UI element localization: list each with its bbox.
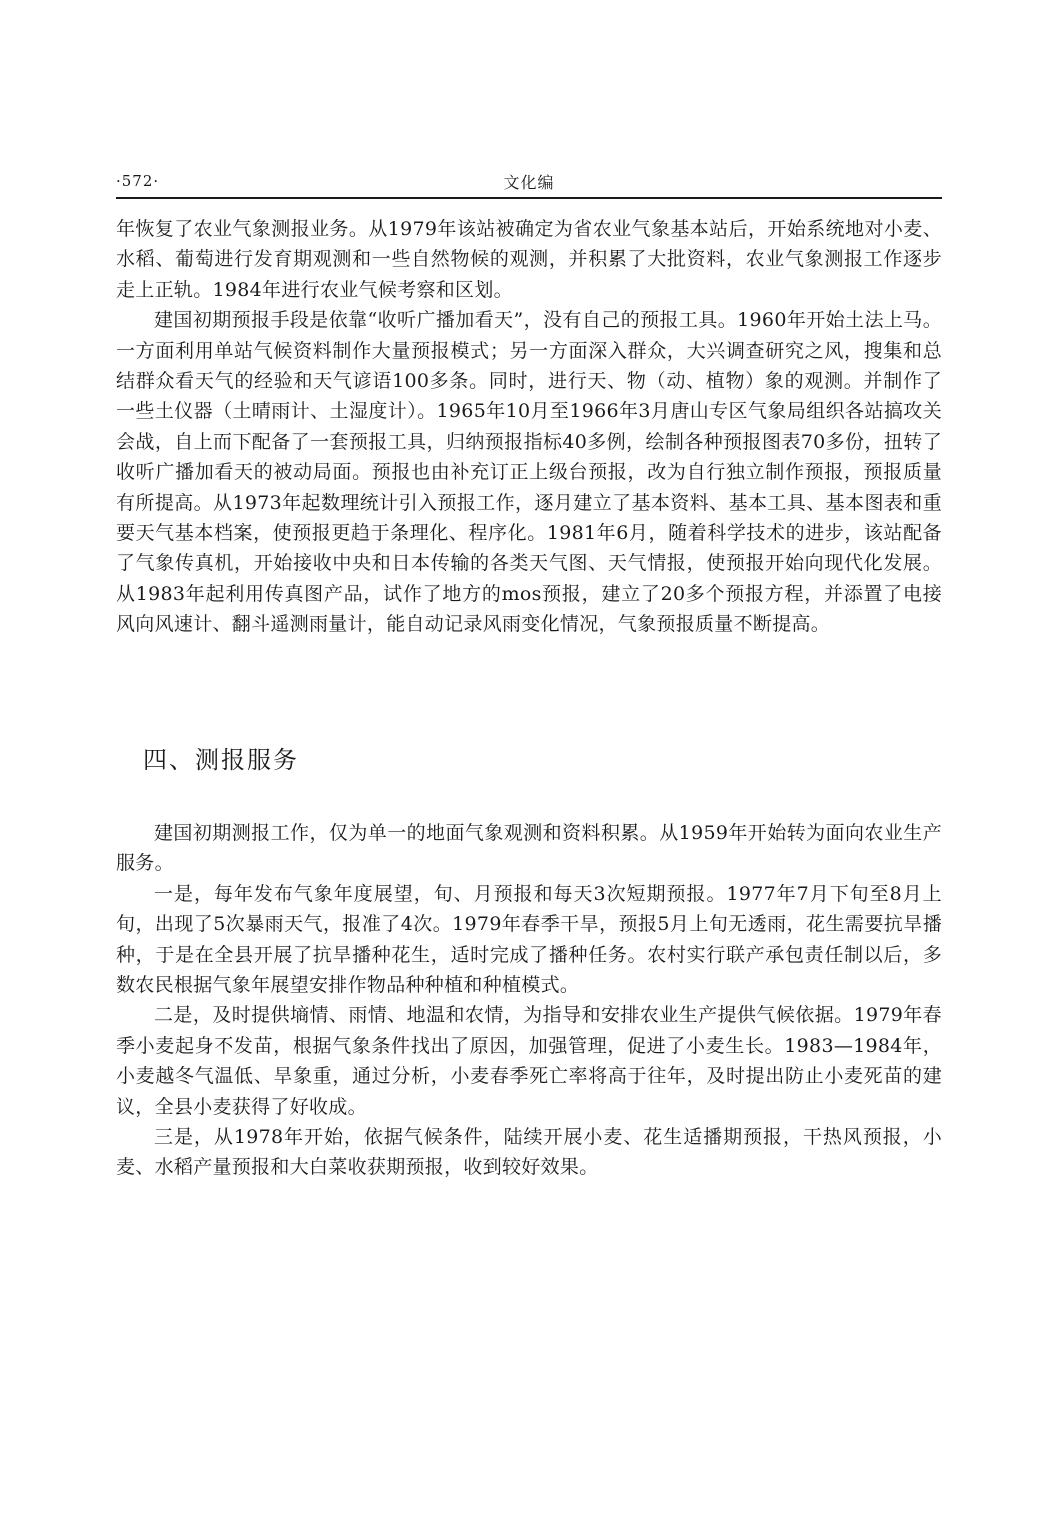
paragraph: 建国初期预报手段是依靠“收听广播加看天”，没有自己的预报工具。1960年开始土法上马。一方面利用单站气候资料制作大量预报模式；另一方面深入群众，大兴调查研究之风，搜集和总结群众看天气的经验和天气谚语100多条。同时，进行天、物（动、植物）象的观测。并制作了一些土仪器（土晴雨计、土湿度计）。1965年10月至1966年3月唐山专区气象局组织各站搞攻关会战，自上而下配备了一套预报工具，归纳预报指标40多例，绘制各种预报图表70多份，扭转了收听广播加看天的被动局面。预报也由补充订正上级台预报，改为自行独立制作预报，预报质量有所提高。从1973年起数理统计引入预报工作，逐月建立了基本资料、基本工具、基本图表和重要天气基本档案，使预报更趋于条理化、程序化。1981年6月，随着科学技术的进步，该站配备了气象传真机，开始接收中央和日本传输的各类天气图、天气情报，使预报开始向现代化发展。从1983年起利用传真图产品，试作了地方的mos预报，建立了20多个预报方程，并添置了电接风向风速计、翻斗遥测雨量计，能自动记录风雨变化情况，气象预报质量不断提高。 xyxy=(116,309,942,636)
paragraph: 一是，每年发布气象年度展望，旬、月预报和每天3次短期预报。1977年7月下旬至8月上旬，出现了5次暴雨天气，报准了4次。1979年春季干旱，预报5月上旬无透雨，花生需要抗旱播种，于是在全县开展了抗旱播种花生，适时完成了播种任务。农村实行联产承包责任制以后，多数农民根据气象年展望安排作物品种种植和种植模式。 xyxy=(116,882,942,997)
header-rule xyxy=(116,197,942,199)
paragraph: 年恢复了农业气象测报业务。从1979年该站被确定为省农业气象基本站后，开始系统地对小麦、水稻、葡萄进行发育期观测和一些自然物候的观测，并积累了大批资料，农业气象测报工作逐步走上正轨。1984年进行农业气候考察和区划。 xyxy=(116,218,942,301)
section-heading: 四、测报服务 xyxy=(143,746,299,774)
page-number: ·572· xyxy=(116,172,160,190)
paragraph: 建国初期测报工作，仅为单一的地面气象观测和资料积累。从1959年开始转为面向农业生产服务。 xyxy=(116,822,942,875)
paragraph: 三是，从1978年开始，依据气候条件，陆续开展小麦、花生适播期预报，干热风预报，小麦、水稻产量预报和大白菜收获期预报，收到较好效果。 xyxy=(116,1126,942,1179)
paragraph: 二是，及时提供墒情、雨情、地温和农情，为指导和安排农业生产提供气候依据。1979年春季小麦起身不发苗，根据气象条件找出了原因，加强管理，促进了小麦生长。1983—1984年，小麦越冬气温低、旱象重，通过分析，小麦春季死亡率将高于往年，及时提出防止小麦死苗的建议，全县小麦获得了好收成。 xyxy=(116,1004,942,1118)
running-head: 文化编 xyxy=(503,173,555,192)
body-text-lower xyxy=(116,818,942,1183)
page-header xyxy=(116,166,942,196)
body-text-upper xyxy=(116,214,942,640)
